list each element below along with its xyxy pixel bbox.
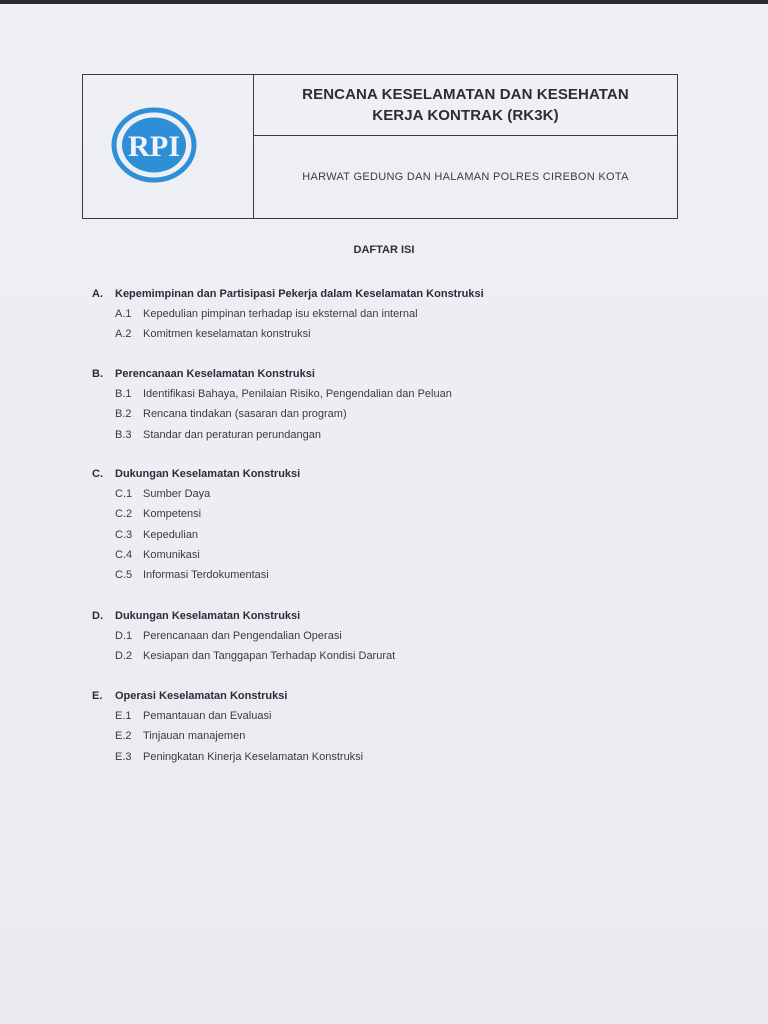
item-code: A.2 <box>115 328 132 341</box>
item-code: C.3 <box>115 528 133 541</box>
item-code: C.4 <box>115 548 133 561</box>
item-text: Perencanaan dan Pengendalian Operasi <box>143 630 342 642</box>
document-subtitle: HARWAT GEDUNG DAN HALAMAN POLRES CIREBON KOTA <box>302 171 629 183</box>
item-code: C.1 <box>115 488 133 500</box>
toc-item <box>92 425 452 445</box>
section-title: Perencanaan Keselamatan Konstruksi <box>115 368 315 380</box>
toc-item <box>92 484 300 504</box>
item-text: Sumber Daya <box>143 488 211 500</box>
toc-section <box>92 284 484 345</box>
section-title: Kepemimpinan dan Partisipasi Pekerja dalam Keselamatan Konstruksi <box>115 288 484 300</box>
toc-item <box>92 384 452 404</box>
section-title: Dukungan Keselamatan Konstruksi <box>115 610 301 622</box>
item-text: Rencana tindakan (sasaran dan program) <box>143 408 347 421</box>
item-code: E.3 <box>115 750 132 763</box>
toc-item <box>92 525 300 545</box>
toc-item <box>92 565 300 585</box>
toc-item <box>92 404 452 424</box>
item-text: Kepedulian <box>143 528 199 541</box>
toc-section-heading <box>92 284 484 304</box>
toc-section <box>92 364 452 445</box>
item-code: D.1 <box>115 630 133 642</box>
title-cell <box>254 75 677 136</box>
section-title: Operasi Keselamatan Konstruksi <box>115 690 288 702</box>
item-text: Standar dan peraturan perundangan <box>143 428 321 441</box>
section-letter: E. <box>92 690 103 702</box>
toc-item <box>92 545 300 565</box>
item-code: D.2 <box>115 650 133 663</box>
item-code: B.2 <box>115 408 132 421</box>
item-text: Identifikasi Bahaya, Penilaian Risiko, Pengendalian dan Peluan <box>143 388 452 400</box>
section-letter: B. <box>92 368 103 380</box>
item-code: B.3 <box>115 428 132 441</box>
logo-cell <box>83 75 254 218</box>
section-title: Dukungan Keselamatan Konstruksi <box>115 468 301 480</box>
toc-item <box>92 706 363 726</box>
item-text: Tinjauan manajemen <box>143 730 246 743</box>
toc-heading: DAFTAR ISI <box>353 244 415 256</box>
document-title: RENCANA KESELAMATAN DAN KESEHATAN KERJA KONTRAK (RK3K) <box>302 86 629 124</box>
section-letter: D. <box>92 610 103 622</box>
section-letter: A. <box>92 288 103 300</box>
toc-section <box>92 606 395 667</box>
toc-item <box>92 504 300 524</box>
toc-section <box>92 686 363 767</box>
toc-section-heading <box>92 606 395 626</box>
item-code: B.1 <box>115 388 132 400</box>
item-text: Komunikasi <box>143 548 200 561</box>
item-text: Peningkatan Kinerja Keselamatan Konstruksi <box>143 750 364 763</box>
toc-item <box>92 726 363 746</box>
logo-text: RPI <box>128 130 180 163</box>
toc-section-heading <box>92 364 452 384</box>
toc-section <box>92 464 300 585</box>
toc-item <box>92 646 395 666</box>
toc-section-heading <box>92 686 363 706</box>
item-text: Komitmen keselamatan konstruksi <box>143 328 311 341</box>
rpi-logo <box>111 107 197 183</box>
document-header-table <box>82 74 678 219</box>
item-text: Pemantauan dan Evaluasi <box>143 710 272 722</box>
item-code: C.2 <box>115 508 133 521</box>
toc-section-heading <box>92 464 300 484</box>
toc-item <box>92 626 395 646</box>
item-code: C.5 <box>115 569 133 582</box>
item-code: A.1 <box>115 308 132 320</box>
item-text: Informasi Terdokumentasi <box>143 569 269 582</box>
subtitle-cell <box>254 136 677 218</box>
toc-item <box>92 324 484 344</box>
item-code: E.1 <box>115 710 132 722</box>
item-code: E.2 <box>115 730 132 743</box>
item-text: Kompetensi <box>143 508 202 521</box>
toc-item <box>92 304 484 324</box>
item-text: Kepedulian pimpinan terhadap isu eksternal dan internal <box>143 308 418 320</box>
item-text: Kesiapan dan Tanggapan Terhadap Kondisi Darurat <box>143 650 396 663</box>
section-letter: C. <box>92 468 103 480</box>
toc-item <box>92 747 363 767</box>
